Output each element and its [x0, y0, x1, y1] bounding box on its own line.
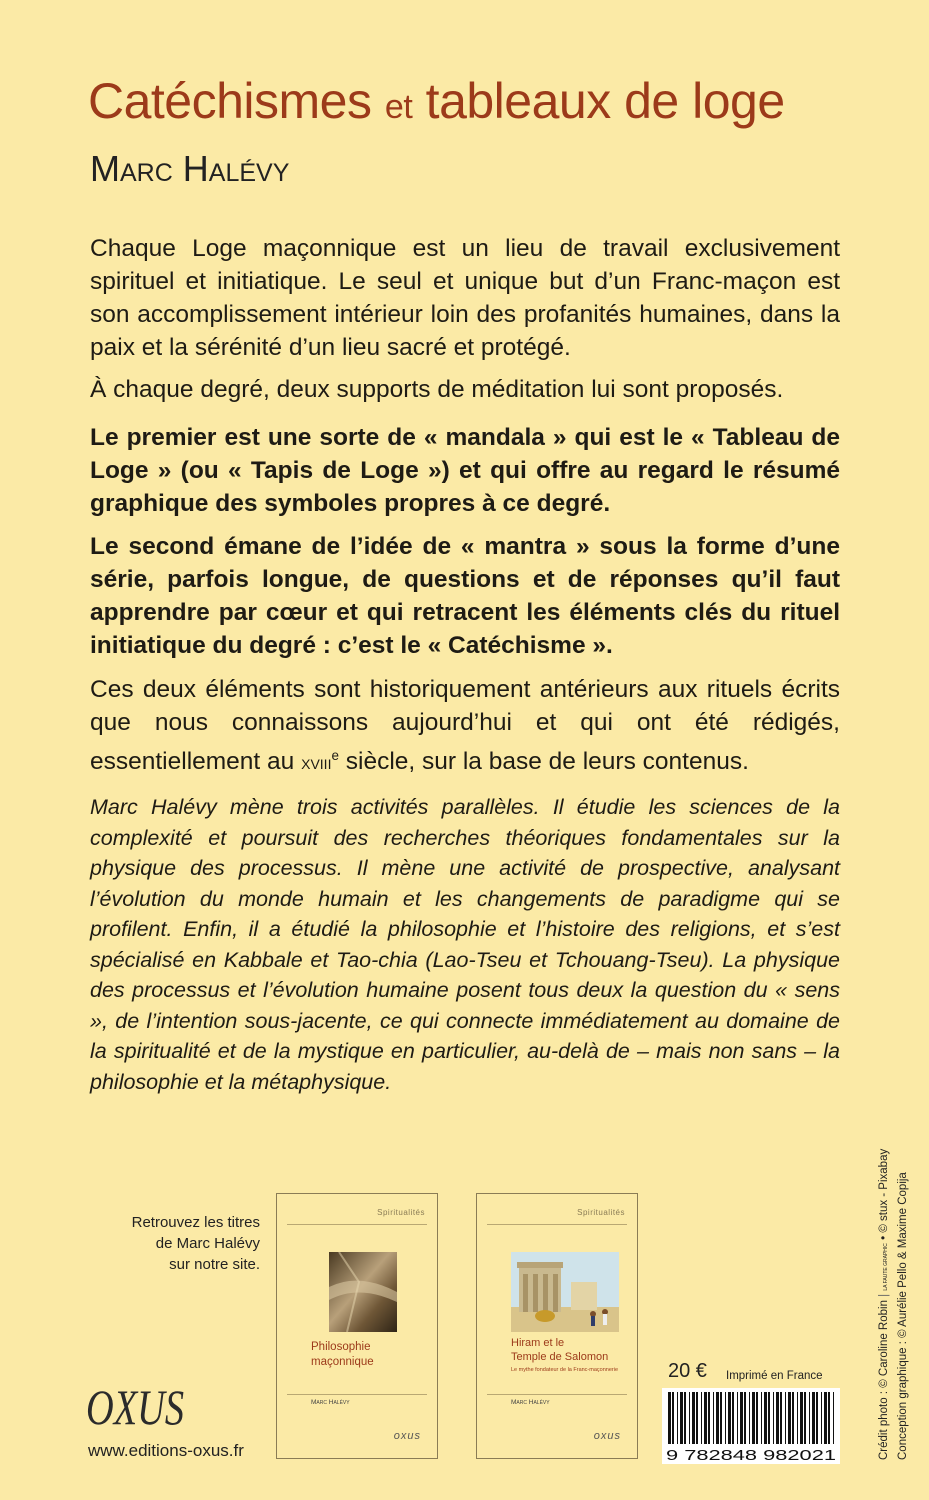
barcode-bar	[764, 1392, 767, 1444]
cover-publisher-logo: oxus	[393, 1430, 421, 1442]
book-cover-philosophie	[276, 1193, 438, 1459]
history-text-b: siècle, sur la base de leurs contenus.	[338, 748, 749, 776]
barcode-bar	[696, 1392, 698, 1444]
cover-subtitle: Le mythe fondateur de la Franc-maçonnerie	[511, 1367, 619, 1373]
paragraph-history	[90, 673, 840, 780]
barcode-bar	[708, 1392, 710, 1444]
barcode-bar	[785, 1392, 786, 1444]
century-numeral: xviii	[301, 752, 332, 775]
century-suffix: e	[331, 748, 339, 763]
cover-photo	[329, 1252, 397, 1332]
paragraph-intro: Chaque Loge maçonnique est un lieu de travail exclusivement spirituel et initiatique. Le seul et unique but d’un Franc-maçon est son accomplissement intérieur loin des profanités humaines, dans la paix et la sérénité d’un lieu sacré et protégé.	[90, 235, 840, 361]
author-bio: Marc Halévy mène trois activités parallèles. Il étudie les sciences de la complexité et poursuit des recherches théoriques fondamentales sur la physique des processus. Il mène une activité de prospective, analysant l’évolution du monde humain et les changements de paradigme qui se profilent. Enfin, il a étudié la philosophie et l’histoire des religions, et s’est spécialisé en Kabbale et Tao-chia (Lao-Tseu et Tchouang-Tseu). La physique des processus et l’évolution humaine posent tous deux la question du « sens », de l’intention sous-jacente, ce qui connecte immédiatement au domaine de la spiritualité et de la mystique en particulier, au-delà de – mais non sans – la philosophie et la métaphysique.	[90, 795, 840, 1094]
cover-photo-art	[329, 1252, 397, 1332]
series-label: Spiritualités	[577, 1208, 625, 1217]
credits-tiny: LA FAUTE GRAPHIC	[883, 1243, 889, 1291]
cover-author: Marc Halévy	[311, 1399, 350, 1406]
barcode-bar	[749, 1392, 750, 1444]
isbn-barcode	[662, 1388, 840, 1464]
credits-line-1: Crédit photo : © Caroline Robin | LA FAUTE GRAPHIC • © stux - Pixabay	[878, 1148, 890, 1460]
cover-title	[511, 1336, 608, 1364]
barcode-bar	[740, 1392, 743, 1444]
barcode-bar	[756, 1392, 758, 1444]
book-title	[88, 72, 785, 130]
publisher-website[interactable]: www.editions-oxus.fr	[88, 1441, 244, 1460]
promo-line-3: sur notre site.	[169, 1256, 260, 1273]
cover-divider	[487, 1224, 627, 1225]
barcode-bar	[704, 1392, 707, 1444]
cover-illustration	[511, 1252, 619, 1332]
promo-text	[90, 1212, 260, 1275]
barcode-bar	[684, 1392, 686, 1444]
cover-divider-bottom	[287, 1394, 427, 1395]
author-name: Marc Halévy	[90, 148, 290, 189]
barcode-bar	[816, 1392, 818, 1444]
isbn-digits: 9 782848 982021	[666, 1447, 836, 1464]
cover-title-line-1: Hiram et le	[511, 1337, 565, 1349]
barcode-bar	[797, 1392, 798, 1444]
oxus-logo	[82, 1372, 192, 1438]
credits-photo: Crédit photo : © Caroline Robin	[878, 1300, 890, 1460]
title-part-1: Catéchismes	[88, 73, 372, 129]
barcode-bar	[773, 1392, 774, 1444]
barcode-bar	[744, 1392, 746, 1444]
barcode-bar	[668, 1392, 671, 1444]
barcode-bar	[768, 1392, 770, 1444]
barcode-bar	[752, 1392, 755, 1444]
cover-publisher-logo: oxus	[593, 1430, 621, 1442]
barcode-bar	[780, 1392, 782, 1444]
barcode-bar	[804, 1392, 806, 1444]
barcode-bar	[737, 1392, 738, 1444]
printed-in: Imprimé en France	[726, 1370, 823, 1382]
barcode-bar	[809, 1392, 810, 1444]
barcode-bar	[692, 1392, 695, 1444]
oxus-logo-mark	[82, 1372, 192, 1438]
barcode-bar	[725, 1392, 726, 1444]
barcode-bar	[800, 1392, 803, 1444]
cover-title-line-2: maçonnique	[311, 1356, 374, 1368]
price: 20 €	[668, 1360, 707, 1382]
barcode-bar	[680, 1392, 683, 1444]
book-cover-hiram	[476, 1193, 638, 1459]
cover-author: Marc Halévy	[511, 1399, 550, 1406]
cover-divider-bottom	[487, 1394, 627, 1395]
barcode-bar	[689, 1392, 690, 1444]
temple-illustration	[511, 1252, 619, 1332]
barcode-bar	[728, 1392, 731, 1444]
barcode-bar	[788, 1392, 791, 1444]
barcode-bar	[828, 1392, 830, 1444]
barcode-bar	[677, 1392, 678, 1444]
paragraph-mantra: Le second émane de l’idée de « mantra » sous la forme d’une série, parfois longue, de questions et de réponses qu’il faut apprendre par cœur et qui retracent les éléments clés du rituel initiatique du degré : c’est le « Catéchisme ».	[90, 533, 840, 659]
barcode-bar	[833, 1392, 834, 1444]
promo-line-1: Retrouvez les titres	[131, 1214, 260, 1231]
cover-divider	[287, 1224, 427, 1225]
barcode-bar	[812, 1392, 815, 1444]
barcode-bar	[713, 1392, 714, 1444]
barcode-bar	[672, 1392, 674, 1444]
barcode-bar	[716, 1392, 719, 1444]
cover-title-line-1: Philosophie	[311, 1341, 371, 1353]
barcode-bar	[720, 1392, 722, 1444]
barcode-bar	[821, 1392, 822, 1444]
paragraph-mandala: Le premier est une sorte de « mandala » qui est le « Tableau de Loge » (ou « Tapis de Loge ») et qui offre au regard le résumé graphique des symboles propres à ce degré.	[90, 424, 840, 517]
barcode-bar	[732, 1392, 734, 1444]
barcode-bar	[792, 1392, 794, 1444]
series-label: Spiritualités	[377, 1208, 425, 1217]
promo-line-2: de Marc Halévy	[155, 1235, 260, 1252]
barcode-bar	[761, 1392, 762, 1444]
photo-credits	[876, 1080, 912, 1460]
barcode-bar	[776, 1392, 779, 1444]
title-part-3: tableaux de loge	[425, 73, 785, 129]
barcode-bar	[701, 1392, 702, 1444]
credits-line-2: Conception graphique : © Aurélie Pello & Maxime Copija	[897, 1172, 909, 1460]
barcode-bar	[824, 1392, 827, 1444]
cover-title-line-2: Temple de Salomon	[511, 1351, 609, 1363]
paragraph-supports: À chaque degré, deux supports de méditation lui sont proposés.	[90, 376, 784, 403]
logo-text: OXUS	[86, 1379, 184, 1435]
history-text-a: Ces deux éléments sont historiquement antérieurs aux rituels écrits que nous connaissons aujourd’hui et qui ont été rédigés, essentiellement au	[90, 676, 840, 776]
cover-title	[311, 1340, 374, 1370]
title-part-2: et	[384, 88, 413, 126]
credits-photo-end: • © stux - Pixabay	[878, 1148, 890, 1240]
